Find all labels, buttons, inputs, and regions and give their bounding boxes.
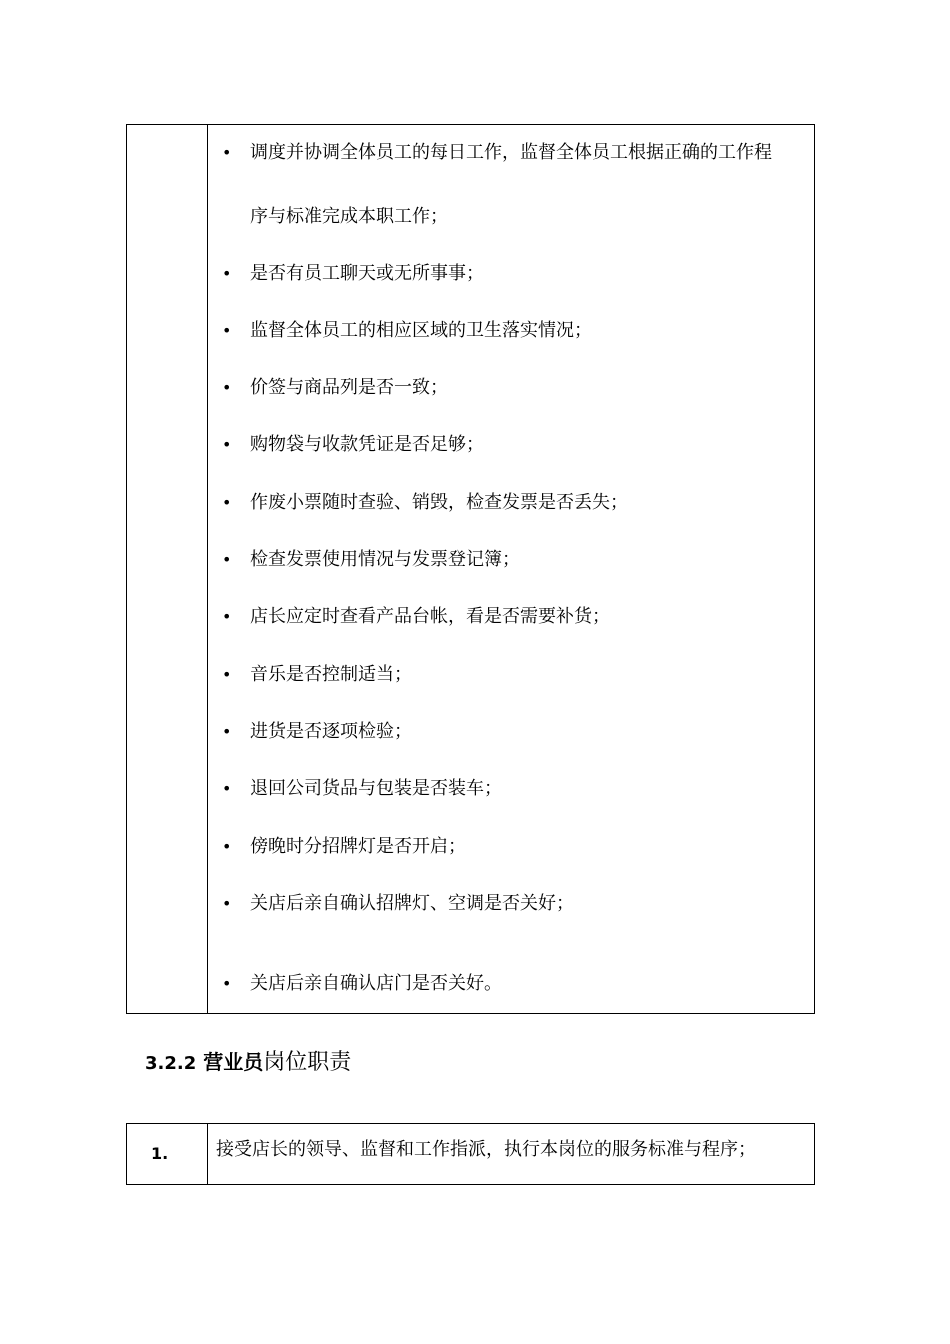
list-item-text: 店长应定时查看产品台帐，看是否需要补货； — [250, 606, 610, 627]
section-heading — [145, 1048, 351, 1078]
bullet-icon: • — [222, 550, 232, 569]
duties-table-continued — [126, 124, 815, 1014]
bullet-icon: • — [222, 779, 232, 798]
list-item-text: 关店后亲自确认店门是否关好。 — [250, 973, 502, 994]
bullet-icon: • — [222, 321, 232, 340]
list-item-text: 监督全体员工的相应区域的卫生落实情况； — [250, 320, 592, 341]
list-item-text: 调度并协调全体员工的每日工作，监督全体员工根据正确的工作程 — [250, 142, 772, 163]
bullet-icon: • — [222, 435, 232, 454]
bullet-icon: • — [222, 143, 232, 162]
list-item-text: 检查发票使用情况与发票登记簿； — [250, 549, 520, 570]
list-item-text: 作废小票随时查验、销毁，检查发票是否丢失； — [250, 492, 628, 513]
bullet-icon: • — [222, 837, 232, 856]
column-divider — [207, 125, 208, 1013]
row-text: 接受店长的领导、监督和工作指派，执行本岗位的服务标准与程序； — [216, 1139, 756, 1160]
bullet-icon: • — [222, 894, 232, 913]
section-title-big: 岗位职责 — [263, 1050, 352, 1075]
section-title-small: 营业员 — [203, 1050, 264, 1074]
list-item-text: 进货是否逐项检验； — [250, 721, 412, 742]
bullet-icon: • — [222, 722, 232, 741]
list-item-text: 购物袋与收款凭证是否足够； — [250, 434, 484, 455]
bullet-icon: • — [222, 607, 232, 626]
list-item-text: 音乐是否控制适当； — [250, 664, 412, 685]
list-item-text: 退回公司货品与包装是否装车； — [250, 778, 502, 799]
bullet-icon: • — [222, 264, 232, 283]
bullet-icon: • — [222, 493, 232, 512]
list-item-text: 傍晚时分招牌灯是否开启； — [250, 836, 466, 857]
list-item-text: 价签与商品列是否一致； — [250, 377, 448, 398]
list-item-text: 关店后亲自确认招牌灯、空调是否关好； — [250, 893, 574, 914]
list-item-text: 是否有员工聊天或无所事事； — [250, 263, 484, 284]
column-divider — [207, 1124, 208, 1184]
bullet-icon: • — [222, 665, 232, 684]
bullet-icon: • — [222, 974, 232, 993]
salesperson-duties-table — [126, 1123, 815, 1185]
list-item-text-continued: 序与标准完成本职工作； — [250, 206, 448, 227]
section-number: 3.2.2 — [145, 1053, 197, 1074]
bullet-icon: • — [222, 378, 232, 397]
row-number: 1. — [151, 1144, 169, 1163]
